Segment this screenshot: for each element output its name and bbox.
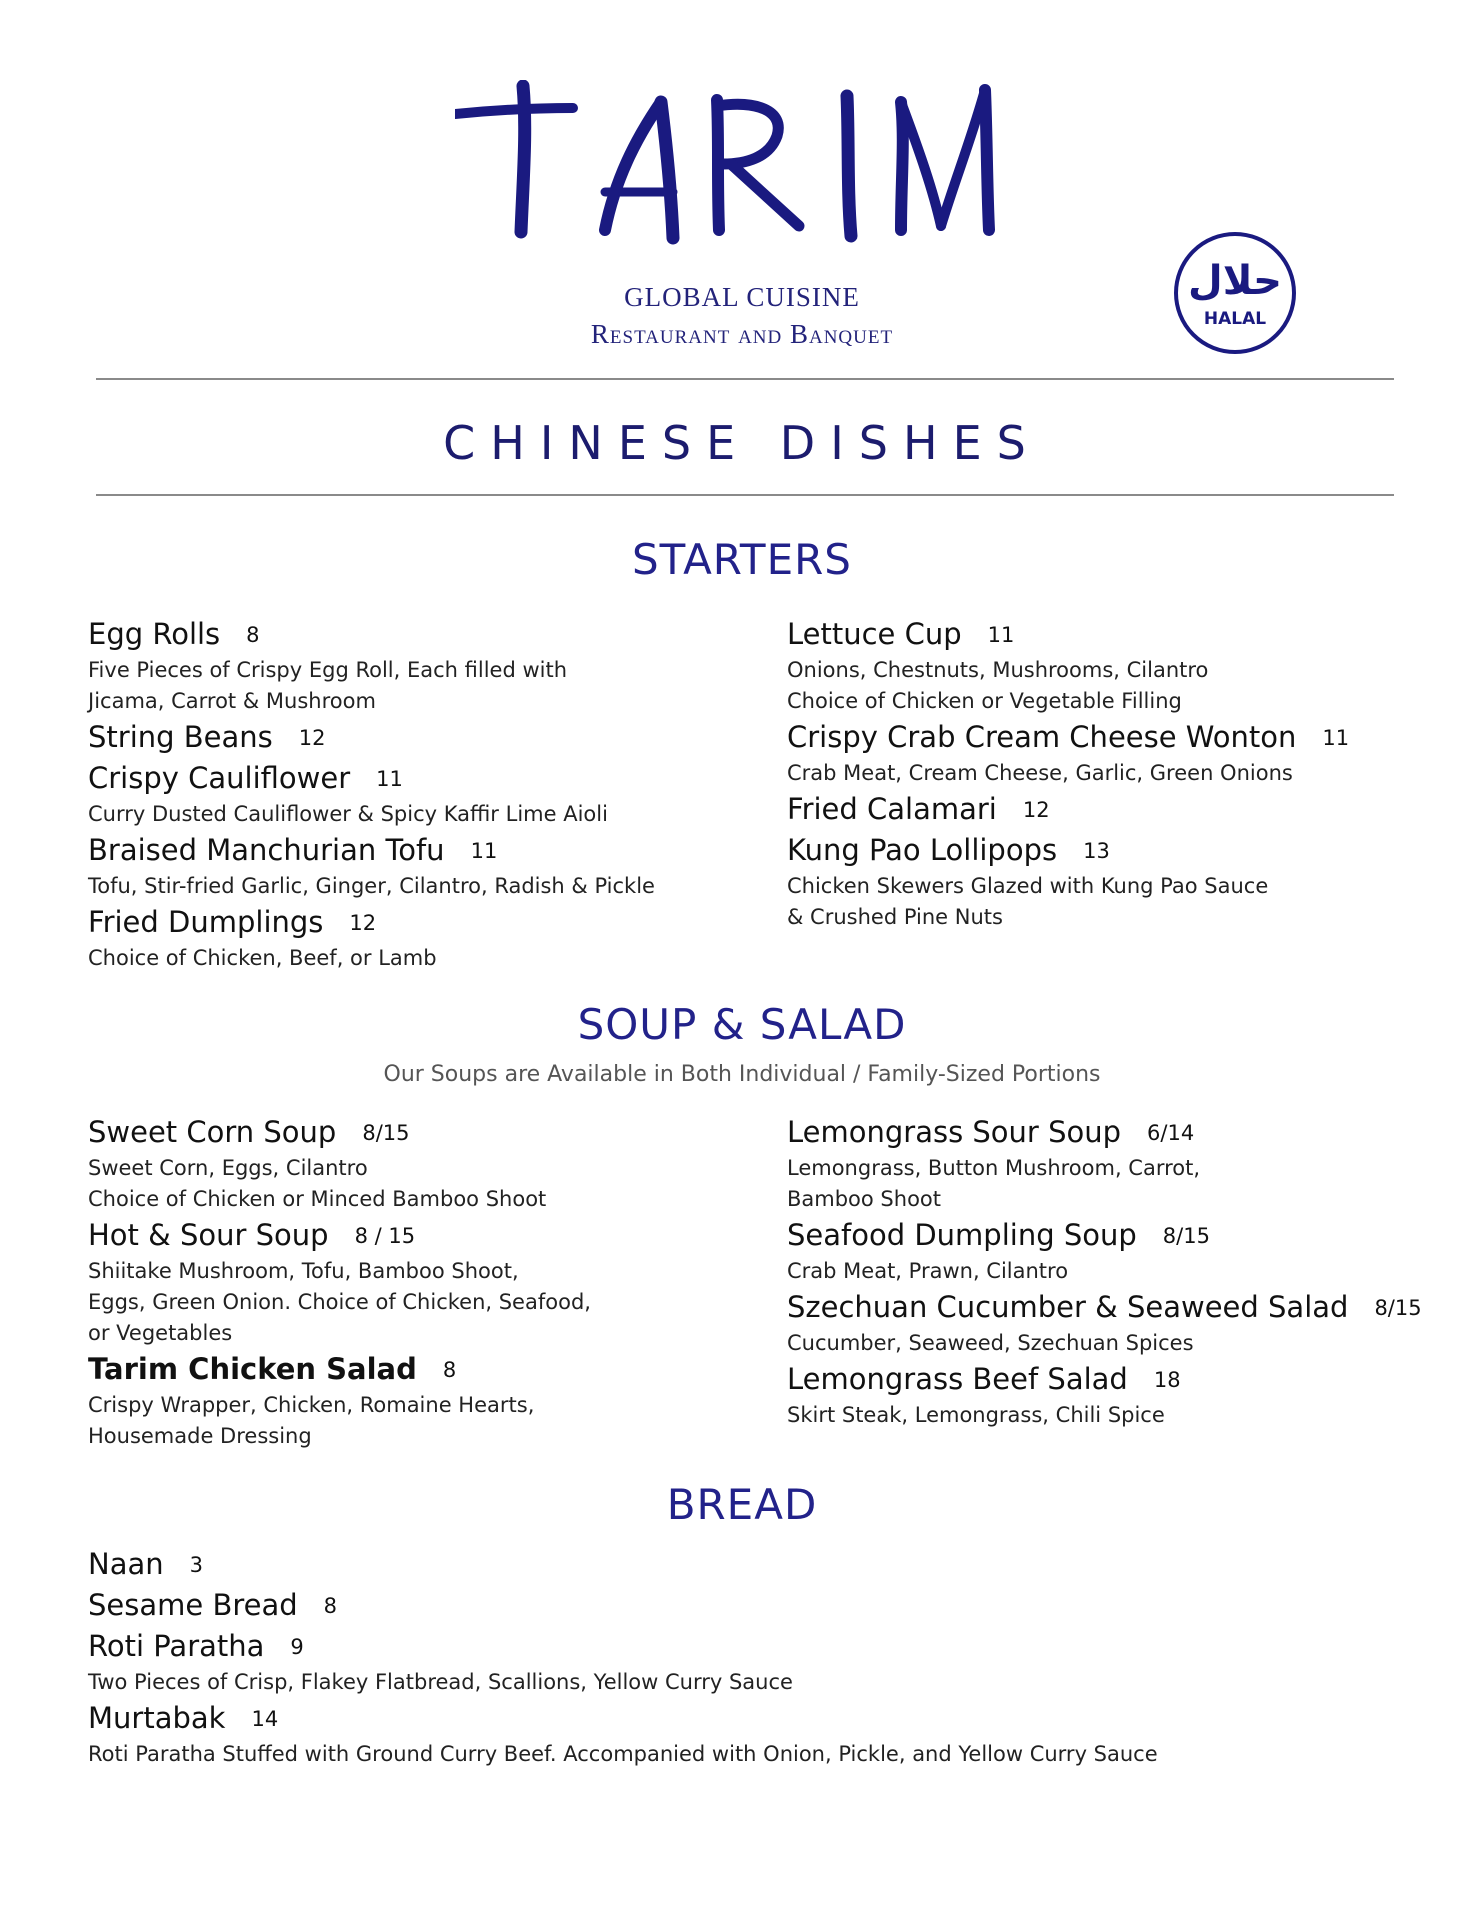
dish-name: Lettuce Cup [787,617,962,651]
menu-item [88,1112,591,1215]
menu-item-header [88,902,655,943]
menu-item-header [88,1544,1158,1585]
menu-item-header [787,1287,1422,1328]
menu-item-header [88,717,655,758]
dish-name: Fried Calamari [787,792,997,826]
dish-price: 12 [1022,798,1050,822]
menu-item-header [787,614,1349,655]
dish-description: Jicama, Carrot & Mushroom [88,689,376,713]
dish-description: Roti Paratha Stuffed with Ground Curry Beef. Accompanied with Onion, Pickle, and Yellow Curry Sauce [88,1742,1158,1766]
menu-item [787,830,1349,933]
dish-price: 8 [323,1594,338,1618]
dish-description: Sweet Corn, Eggs, Cilantro [88,1156,368,1180]
dish-name: Sweet Corn Soup [88,1115,337,1149]
dish-name: Fried Dumplings [88,905,324,939]
menu-item [787,1215,1422,1287]
dish-price: 8/15 [1374,1296,1422,1320]
dish-name: Naan [88,1547,164,1581]
menu-item-header [787,717,1349,758]
dish-description: Crab Meat, Cream Cheese, Garlic, Green Onions [787,761,1293,785]
dish-name: Seafood Dumpling Soup [787,1218,1137,1252]
dish-description: Choice of Chicken, Beef, or Lamb [88,946,437,970]
soup-salad-right-column [787,1112,1422,1431]
menu-item-header [88,830,655,871]
dish-price: 11 [376,767,403,791]
section-title-bread: BREAD [666,1480,818,1529]
dish-name: Hot & Sour Soup [88,1218,329,1252]
dish-name: Braised Manchurian Tofu [88,833,445,867]
menu-item [88,830,655,902]
dish-description: Cucumber, Seaweed, Szechuan Spices [787,1331,1194,1355]
menu-item-header [787,1215,1422,1256]
dish-name: Lemongrass Beef Salad [787,1362,1128,1396]
dish-name: Szechuan Cucumber & Seaweed Salad [787,1290,1349,1324]
dish-name: Tarim Chicken Salad [88,1352,417,1386]
menu-item [88,1626,1158,1698]
menu-item [88,717,655,758]
brand-logo [455,80,1035,250]
menu-item [88,614,655,717]
starters-right-column [787,614,1349,933]
halal-arabic-text: حلال [1188,258,1282,304]
menu-item-header [88,1626,1158,1667]
dish-price: 18 [1153,1368,1181,1392]
dish-price: 11 [1322,726,1350,750]
menu-item [787,1287,1422,1359]
dish-price: 9 [290,1635,304,1659]
dish-description: Lemongrass, Button Mushroom, Carrot, [787,1156,1201,1180]
dish-name: Roti Paratha [88,1629,265,1663]
soup-portion-note: Our Soups are Available in Both Individual / Family-Sized Portions [383,1062,1101,1087]
menu-item-header [787,1359,1422,1400]
tagline-restaurant-banquet: Restaurant and Banquet [590,319,894,349]
dish-description: Curry Dusted Cauliflower & Spicy Kaffir Lime Aioli [88,802,608,826]
dish-price: 11 [987,623,1015,647]
dish-price: 12 [298,726,326,750]
menu-item [88,1215,591,1349]
menu-item-header [88,614,655,655]
dish-name: Egg Rolls [88,617,221,651]
menu-item-header [787,1112,1422,1153]
dish-description: Choice of Chicken or Minced Bamboo Shoot [88,1187,547,1211]
dish-description: Shiitake Mushroom, Tofu, Bamboo Shoot, [88,1259,519,1283]
menu-item [88,1585,1158,1626]
dish-price: 8 / 15 [354,1224,416,1248]
menu-item-header [88,1585,1158,1626]
dish-price: 8/15 [362,1121,410,1145]
dish-price: 8 [442,1358,457,1382]
dish-price: 8 [246,623,260,647]
menu-item-header [88,1698,1158,1739]
menu-item-header [88,758,655,799]
dish-name: Kung Pao Lollipops [787,833,1058,867]
dish-description: Bamboo Shoot [787,1187,942,1211]
dish-price: 11 [470,839,498,863]
dish-price: 3 [189,1553,203,1577]
menu-item [88,1698,1158,1770]
menu-item [787,789,1349,830]
dish-description: & Crushed Pine Nuts [787,905,1003,929]
dish-description: Two Pieces of Crisp, Flakey Flatbread, Scallions, Yellow Curry Sauce [88,1670,793,1694]
dish-description: Eggs, Green Onion. Choice of Chicken, Seafood, [88,1290,591,1314]
dish-name: Sesame Bread [88,1588,298,1622]
section-title-soup-salad: SOUP & SALAD [577,1000,907,1049]
dish-description: Crispy Wrapper, Chicken, Romaine Hearts, [88,1393,535,1417]
dish-price: 8/15 [1162,1224,1210,1248]
menu-item [787,717,1349,789]
dish-description: or Vegetables [88,1321,233,1345]
menu-item [787,1359,1422,1431]
menu-item-header [88,1112,591,1153]
top-divider [96,378,1394,380]
dish-price: 12 [349,911,377,935]
dish-description: Five Pieces of Crispy Egg Roll, Each filled with [88,658,568,682]
dish-price: 6/14 [1147,1121,1195,1145]
dish-description: Choice of Chicken or Vegetable Filling [787,689,1182,713]
soup-salad-left-column [88,1112,591,1452]
dish-name: Murtabak [88,1701,226,1735]
dish-name: Crispy Cauliflower [88,761,351,795]
halal-label-text: HALAL [1203,309,1267,329]
menu-item-header [88,1215,591,1256]
dish-description: Onions, Chestnuts, Mushrooms, Cilantro [787,658,1209,682]
bottom-divider [96,494,1394,496]
menu-item [88,902,655,974]
bread-column [88,1544,1158,1770]
dish-price: 14 [251,1707,279,1731]
dish-description: Housemade Dressing [88,1424,312,1448]
dish-description: Tofu, Stir-fried Garlic, Ginger, Cilantro, Radish & Pickle [88,874,655,898]
dish-name: Crispy Crab Cream Cheese Wonton [787,720,1297,754]
page-title: CHINESE DISHES [443,416,1041,470]
menu-item [88,1544,1158,1585]
starters-left-column [88,614,655,974]
menu-item-header [88,1349,591,1390]
dish-description: Skirt Steak, Lemongrass, Chili Spice [787,1403,1165,1427]
menu-item [88,1349,591,1452]
menu-item [787,614,1349,717]
dish-name: Lemongrass Sour Soup [787,1115,1122,1149]
halal-seal [1172,230,1298,356]
menu-item-header [787,789,1349,830]
dish-description: Crab Meat, Prawn, Cilantro [787,1259,1069,1283]
section-title-starters: STARTERS [632,535,852,584]
menu-item [88,758,655,830]
menu-item-header [787,830,1349,871]
dish-price: 13 [1083,839,1110,863]
dish-description: Chicken Skewers Glazed with Kung Pao Sauce [787,874,1269,898]
tagline-global-cuisine: GLOBAL CUISINE [624,282,860,312]
menu-item [787,1112,1422,1215]
dish-name: String Beans [88,720,273,754]
